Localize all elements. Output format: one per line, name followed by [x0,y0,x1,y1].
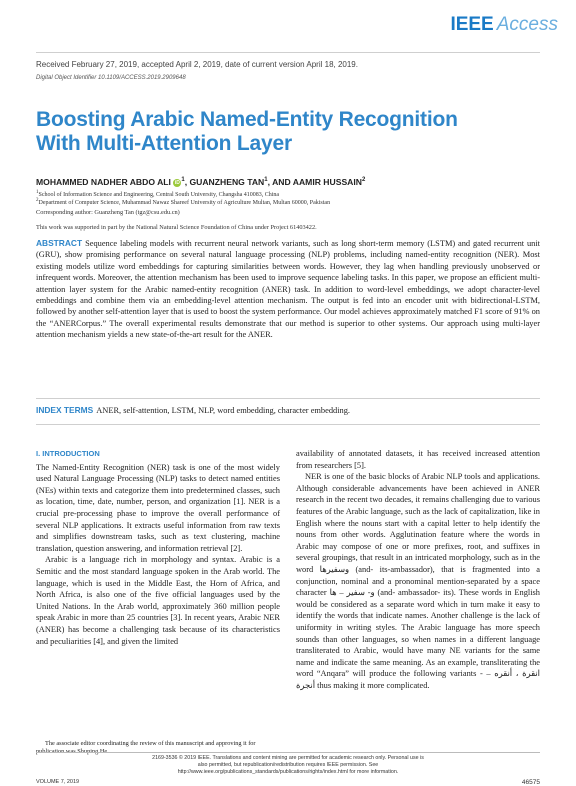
author-3: , AND AAMIR HUSSAIN [267,177,362,187]
affiliation-1: $^1$School of Information Science and Engineering, Central South University, Changsha 410083, China [36,190,280,198]
left-column [36,448,280,647]
doi[interactable]: Digital Object Identifier 10.1109/ACCESS.2019.2909648 [36,75,186,81]
author-2-sup: 1 [264,177,268,184]
logo-ieee: IEEE [450,14,494,35]
index-terms-text: ANER, self-attention, LSTM, NLP, word embedding, character embedding. [96,406,350,415]
intro-paragraph-2: Arabic is a language rich in morphology and syntax. Arabic is a Semitic and the most standard language spoken in the Arab world. The language, which is used in the Middle East, the Horn of Africa, and North Africa, is also one of the five official languages used by the United Nations. In the Arab world, approximately 360 million people speak Arabic in more than 25 countries [3]. In recent years, Arabic NER (ANER) has become a challenging task because of its characteristics and peculiarities [4], and given the limited [36,555,280,646]
abstract [36,238,540,341]
index-terms-label: INDEX TERMS [36,405,94,415]
author-1: MOHAMMED NADHER ABDO ALI [36,177,171,187]
top-divider [36,52,540,53]
affiliation-2: $^2$Department of Computer Science, Muhammad Nawaz Shareef University of Agriculture Multan, Multan 60000, Pakistan [36,198,331,206]
license-note: 2169-3536 © 2019 IEEE. Translations and content mining are permitted for academic research only. Personal use is also permitted, but republication/redistribution requires IEEE permission. See http://www.ieee.org/publications_standards/publications/rights/index.html for more information. [152,755,424,775]
right-paragraph-1: NER is one of the basic blocks of Arabic NLP tools and applications. Although considerable advancements have been achieved in ANER research in the recent two decades, it remains challenging due to various features of the Arabic language, such as the lack of capitalization, like in English where the nouns start with a capital letter to help identify the nouns from other words. Agglutination feature where the words in Arabic may compose of one or more prefixes, root, and suffixes in several groupings, that result in an intricated morphology, such as in the word وسفيرها (and- its-ambassador), that is fragmented into a conjunction, nominal and a pronominal mention-separated by a space character و- سفير – ها (and- ambassador- its). These words in English would be considered as a separate word which in turn make it easy to identify the words that indicate names. Another challenge is the lack of uniformity in writing styles. The Arabic language has more speech sounds than other languages, so when names in a different language transliterated to Arabic, would have many NE variants for the same name and indicate the same meaning. As an example, transliterating the word “Anqara” will produce the following variants - انقرة ، أنقره – أنجرة thus making it more complicated. [296,472,540,690]
editor-footnote: The associate editor coordinating the review of this manuscript and approving it for [45,740,256,747]
paper-title: Boosting Arabic Named-Entity Recognition With Multi-Attention Layer [36,108,458,155]
index-divider [36,424,540,425]
author-list [36,177,365,187]
intro-paragraph-1: The Named-Entity Recognition (NER) task is one of the most widely used Natural Language Processing (NLP) tasks to detect named entities (NEs) within texts and categorize them into predetermined classes, such as location, time, date, number, person, and organization [1]. NER is a crucial pre-processing phase to improve the overall performance of several NLP applications. It extracts useful information from raw texts and simplifies downstream tasks, such as text clustering, machine translation, question answering, and information retrieval [2]. [36,462,280,553]
volume-label: VOLUME 7, 2019 [36,779,80,785]
author-1-sup: 1 [181,177,185,184]
orcid-icon[interactable]: iD [174,180,180,186]
logo-access: Access [496,14,558,35]
funding-note: This work was supported in part by the National Natural Science Foundation of China under Project 61403422. [36,224,317,231]
right-paragraph-0: availability of annotated datasets, it has received increased attention from researchers [5]. [296,449,540,470]
page-number: 46575 [521,779,540,786]
author-3-sup: 2 [361,177,366,184]
abstract-divider [36,398,540,399]
ieee-access-logo [450,14,558,36]
received-dates: Received February 27, 2019, accepted April 2, 2019, date of current version April 18, 2019. [36,60,358,69]
author-2: , GUANZHENG TAN [184,177,265,187]
corresponding-author: Corresponding author: Guanzheng Tan (tgz@csu.edu.cn) [36,209,180,216]
right-column [296,448,540,691]
abstract-label: ABSTRACT [36,238,83,248]
footer-divider [36,752,540,753]
section-heading: I. INTRODUCTION [36,449,100,458]
index-terms [36,405,540,416]
abstract-text: Sequence labeling models with recurrent neural network variants, such as long short-term memory (LSTM) and gated recurrent unit (GRU), show promising performance on several natural language processing (NLP) problems, including named-entity recognition (NER). Most existing models utilize word embeddings for capturing similarities between words. However, they lag when handling previously unobserved or infrequent words. Moreover, the attention mechanism has been used to improve sequence labeling tasks. In this paper, we propose an efficient multi-attention layer system for the Arabic named-entity recognition (ANER) task. In addition to word-level embeddings, we adopt character-level embeddings and combine them via an embedding-level attention mechanism. The output is fed into an encoder unit with bidirectional-LSTM, followed by another self-attention layer that is used to boost the system performance. Our model achieves approximately matched F1 score of 91% on the “ANERCorpus.” The overall experimental results demonstrate that our method is superior to other systems. Our approach using multi-layer attention mechanism yields a new state-of-the-art result for the ANER. [36,239,540,340]
